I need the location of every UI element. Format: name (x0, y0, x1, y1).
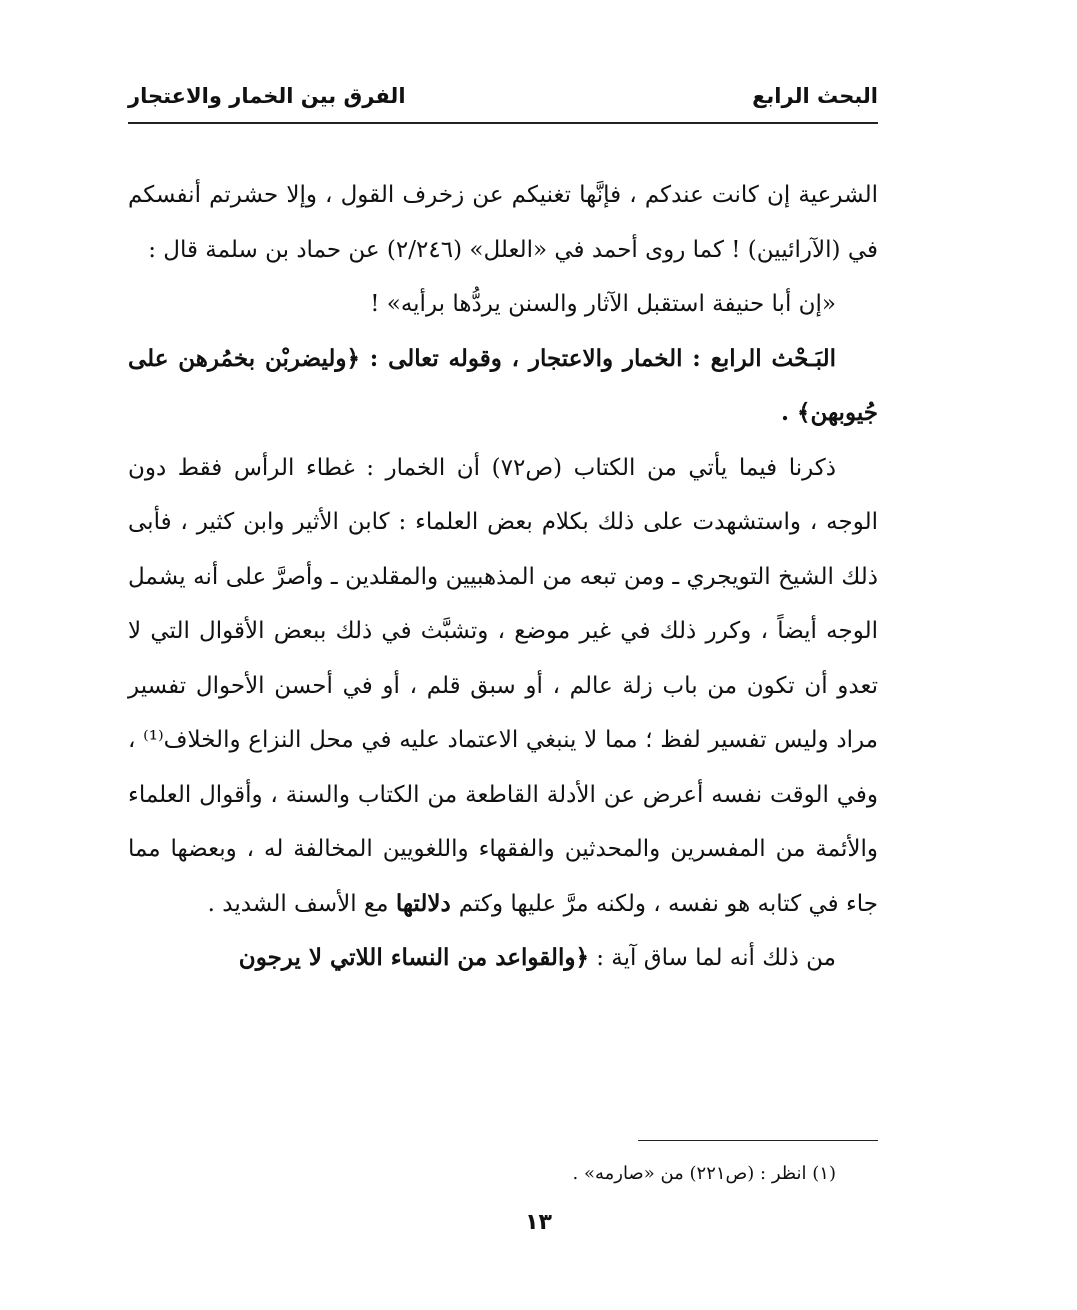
footnote-rule (638, 1140, 878, 1141)
paragraph-main (128, 441, 878, 932)
quotation: «إن أبا حنيفة استقبل الآثار والسنن يردُّها برأيه» ! (370, 291, 836, 317)
section-heading-label: البَـحْث الرابع (710, 344, 836, 372)
main-text (128, 168, 878, 986)
running-header-section: البحث الرابع (752, 84, 878, 108)
paragraph-main-end: مع الأسف الشديد . (207, 890, 396, 917)
running-header-title: الفرق بين الخمار والاعتجار (128, 84, 406, 108)
section-heading-text: : الخمار والاعتجار ، وقوله تعالى : ﴿وليضربْن بخمُرهن على جُيوبهن﴾ . (128, 344, 878, 426)
section-heading (128, 332, 878, 441)
header-rule (128, 122, 878, 124)
paragraph-main-bold: دلالتها (395, 889, 459, 917)
page-number: ١٣ (525, 1210, 552, 1235)
paragraph-next-text: من ذلك أنه لما ساق آية : (588, 945, 836, 971)
paragraph-next (128, 931, 878, 986)
running-header (128, 84, 878, 120)
paragraph-main-text: ذكرنا فيما يأتي من الكتاب (ص٧٢) أن الخمار : غطاء الرأس فقط دون الوجه ، واستشهدت على ذلك بكلام بعض العلماء : كابن الأثير وابن كثير ، فأبى ذلك الشيخ التويجري ـ ومن تبعه من المذهبيين والمقلدين ـ وأصرَّ على أنه يشمل الوجه أيضاً ، وكرر ذلك في غير موضع ، وتشبَّث في ذلك ببعض الأقوال التي لا تعدو أن تكون من باب زلة عالم ، أو سبق قلم ، أو في أحسن الأحوال تفسير مراد وليس تفسير لفظ ؛ مما لا ينبغي الاعتماد عليه في محل النزاع والخلاف⁽¹⁾ ، وفي الوقت نفسه أعرض عن الأدلة القاطعة من الكتاب والسنة ، وأقوال العلماء والأئمة من المفسرين والمحدثين والفقهاء واللغويين المخالفة له ، وبعضها مما جاء في كتابه هو نفسه ، ولكنه مرَّ عليها وكتم (128, 454, 878, 917)
paragraph-next-verse: ﴿والقواعد من النساء اللاتي لا يرجون (238, 944, 589, 971)
paragraph-continuation: الشرعية إن كانت عندكم ، فإنَّها تغنيكم عن زخرف القول ، وإلا حشرتم أنفسكم في (الآرائيين) ! كما روى أحمد في «العلل» (٢/٢٤٦) عن حماد بن سلمة قال : (128, 182, 878, 263)
footnote: (١) انظر : (ص٢٢١) من «صارمه» . (572, 1163, 836, 1184)
